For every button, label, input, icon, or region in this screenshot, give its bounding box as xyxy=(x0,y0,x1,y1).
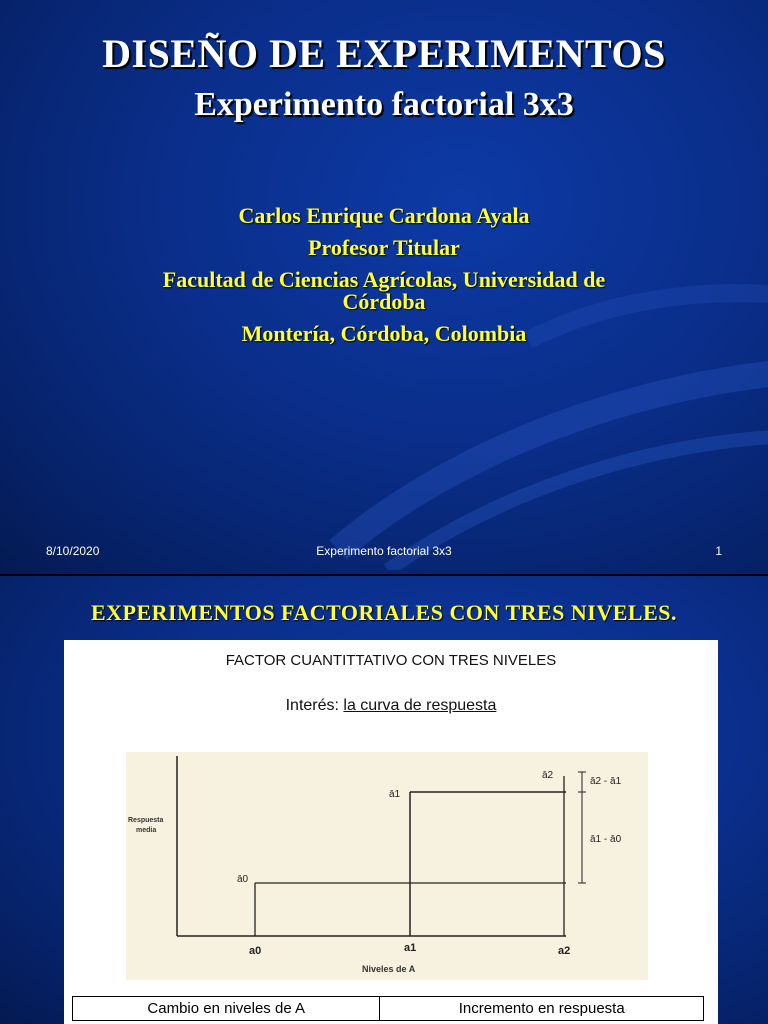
interest-label: Interés: xyxy=(285,697,339,714)
increment-table xyxy=(72,996,704,1021)
x-tick-a0: a0 xyxy=(249,945,262,957)
author-location: Montería, Córdoba, Colombia xyxy=(241,321,527,346)
footer-date: 8/10/2020 xyxy=(46,544,100,558)
author-name: Carlos Enrique Cardona Ayala xyxy=(238,203,530,228)
y-axis-label-line-2: media xyxy=(136,827,157,834)
interest-value: la curva de respuesta xyxy=(343,697,497,714)
footer-title: Experimento factorial 3x3 xyxy=(316,544,452,558)
content-slide xyxy=(0,576,768,1024)
table-header-row xyxy=(73,997,704,1021)
response-curve-figure xyxy=(126,752,648,980)
table-header-cell: Incremento en respuesta xyxy=(380,997,704,1021)
content-panel xyxy=(64,640,718,1024)
y-axis-label-line-1: Respuesta xyxy=(128,817,164,824)
x-tick-a1: a1 xyxy=(404,942,417,954)
point-label-a0: ā0 xyxy=(237,874,249,885)
point-label-a1: ā1 xyxy=(389,789,401,800)
slide-title: DISEÑO DE EXPERIMENTOS xyxy=(102,31,666,76)
affiliation-line-1: Facultad de Ciencias Agrícolas, Universidad de xyxy=(162,267,606,292)
difference-lower: ā1 - ā0 xyxy=(590,834,622,845)
panel-heading: FACTOR CUANTITTATIVO CON TRES NIVELES xyxy=(225,652,557,669)
author-affiliation xyxy=(80,269,688,313)
difference-upper: ā2 - ā1 xyxy=(590,776,622,787)
slide-title: EXPERIMENTOS FACTORIALES CON TRES NIVELES. xyxy=(90,600,678,625)
point-label-a2: ā2 xyxy=(542,770,554,781)
table-header-cell: Cambio en niveles de A xyxy=(73,997,380,1021)
author-block xyxy=(80,205,688,355)
interest-line xyxy=(64,697,718,715)
author-role: Profesor Titular xyxy=(308,235,460,260)
response-curve-diagram xyxy=(126,752,648,980)
footer-page-number: 1 xyxy=(715,544,722,558)
x-tick-a2: a2 xyxy=(558,945,571,957)
affiliation-line-2: Córdoba xyxy=(342,289,426,314)
slide-subtitle: Experimento factorial 3x3 xyxy=(194,86,574,123)
x-axis-label: Niveles de A xyxy=(362,964,416,974)
